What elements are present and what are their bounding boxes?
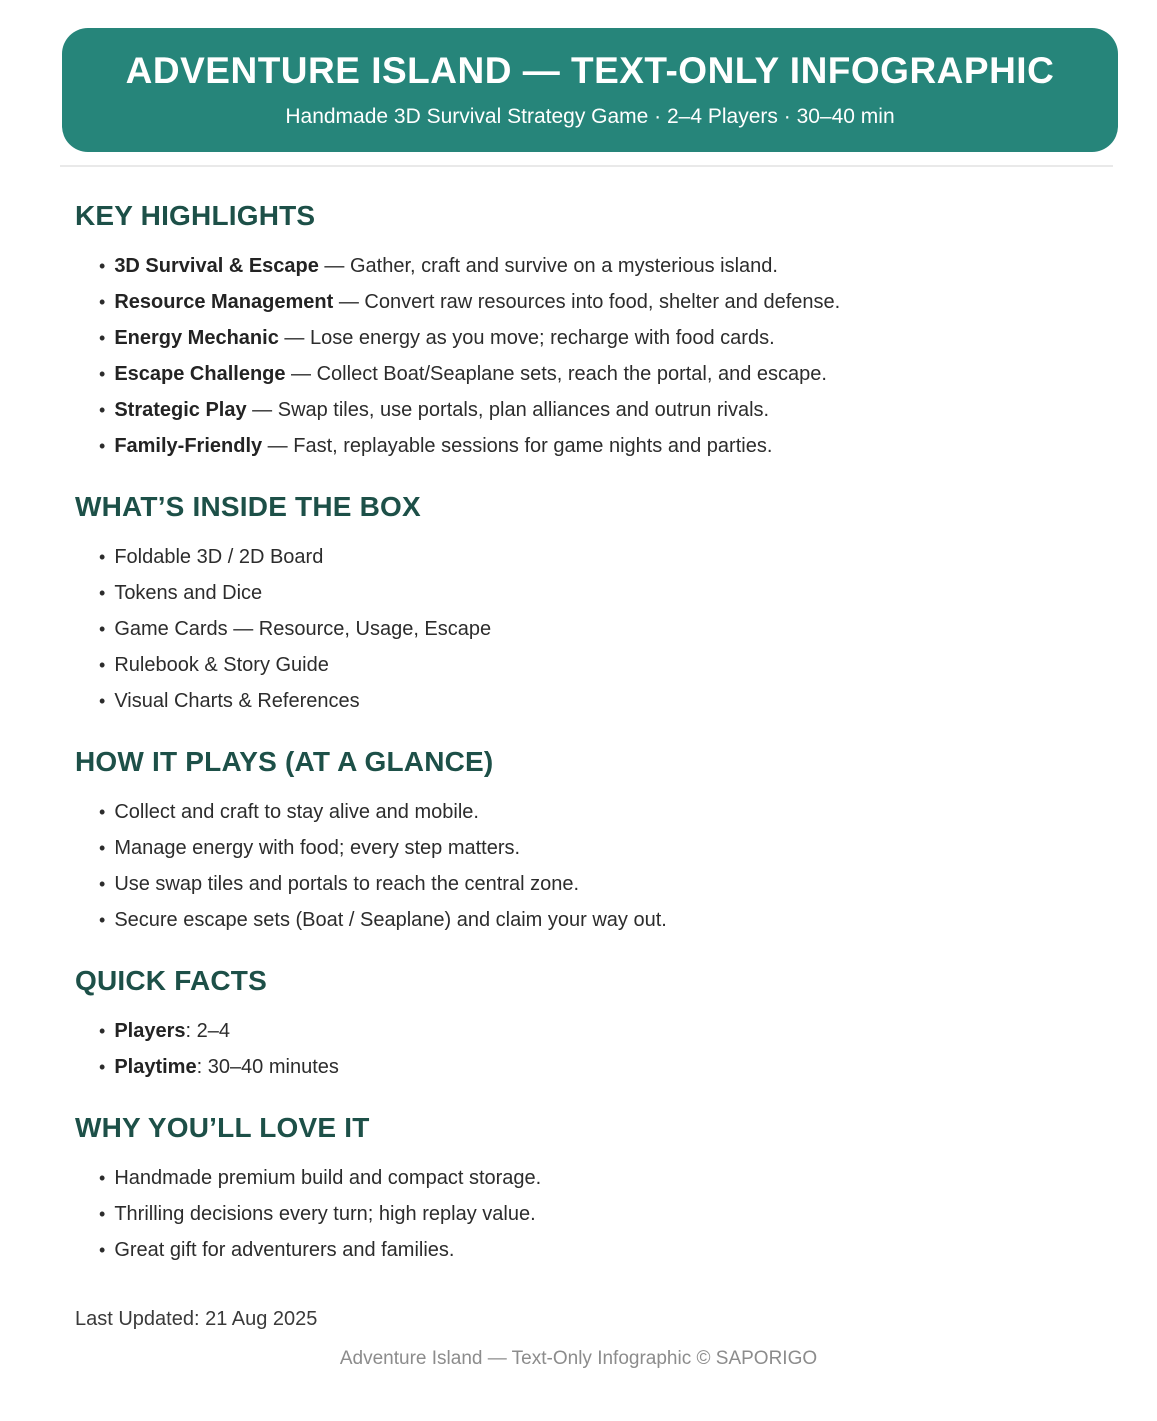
content xyxy=(75,200,1097,1331)
bullet-dot-icon: • xyxy=(99,1204,106,1224)
bullet-item xyxy=(99,618,1097,641)
section xyxy=(75,200,1097,458)
section xyxy=(75,1112,1097,1262)
bullet-dot-icon: • xyxy=(99,583,106,603)
section-heading: KEY HIGHLIGHTS xyxy=(75,200,316,231)
bullet-dot-icon: • xyxy=(99,364,106,384)
bullet-dot-icon: • xyxy=(99,874,106,894)
bullet-dot-icon: • xyxy=(99,256,106,276)
bullet-item xyxy=(99,399,1097,422)
bullet-item xyxy=(99,801,1097,824)
bullet-dot-icon: • xyxy=(99,1168,106,1188)
bullet-lead: Players xyxy=(114,1020,186,1042)
bullet-item xyxy=(99,255,1097,278)
bullet-text: Handmade premium build and compact storage. xyxy=(114,1167,542,1189)
bullet-item xyxy=(99,690,1097,713)
bullet-lead: 3D Survival & Escape xyxy=(114,255,319,277)
bullet-text: Tokens and Dice xyxy=(114,582,263,604)
bullet-text: Great gift for adventurers and families. xyxy=(114,1239,455,1261)
bullet-text: : 2–4 xyxy=(185,1020,230,1042)
bullet-lead: Strategic Play xyxy=(114,399,247,421)
bullet-text: — Swap tiles, use portals, plan alliances and outrun rivals. xyxy=(246,399,770,421)
section xyxy=(75,491,1097,713)
bullet-lead: Playtime xyxy=(114,1056,197,1078)
bullet-dot-icon: • xyxy=(99,838,106,858)
bullet-lead: Family-Friendly xyxy=(114,435,263,457)
section-heading: WHY YOU’LL LOVE IT xyxy=(75,1112,370,1143)
bullet-dot-icon: • xyxy=(99,547,106,567)
bullet-item xyxy=(99,654,1097,677)
last-updated: Last Updated: 21 Aug 2025 xyxy=(75,1308,318,1330)
bullet-item xyxy=(99,1020,1097,1043)
bullet-text: Collect and craft to stay alive and mobile. xyxy=(114,801,479,823)
bullet-dot-icon: • xyxy=(99,1240,106,1260)
bullet-item xyxy=(99,837,1097,860)
bullet-text: Game Cards — Resource, Usage, Escape xyxy=(114,618,492,640)
bullet-item xyxy=(99,873,1097,896)
section xyxy=(75,965,1097,1079)
page-subtitle: Handmade 3D Survival Strategy Game · 2–4 Players · 30–40 min xyxy=(285,104,895,128)
bullet-text: — Collect Boat/Seaplane sets, reach the portal, and escape. xyxy=(285,363,827,385)
bullet-lead: Energy Mechanic xyxy=(114,327,279,349)
bullet-item xyxy=(99,1056,1097,1079)
bullet-dot-icon: • xyxy=(99,292,106,312)
bullet-text: : 30–40 minutes xyxy=(196,1056,339,1078)
header-banner xyxy=(62,28,1118,152)
bullet-list xyxy=(75,801,1097,932)
bullet-dot-icon: • xyxy=(99,691,106,711)
bullet-dot-icon: • xyxy=(99,1021,106,1041)
bullet-dot-icon: • xyxy=(99,655,106,675)
bullet-text: Visual Charts & References xyxy=(114,690,360,712)
bullet-lead: Resource Management xyxy=(114,291,334,313)
bullet-list xyxy=(75,1020,1097,1079)
section-heading: HOW IT PLAYS (AT A GLANCE) xyxy=(75,746,494,777)
header-divider xyxy=(60,165,1113,167)
bullet-dot-icon: • xyxy=(99,400,106,420)
bullet-text: Secure escape sets (Boat / Seaplane) and claim your way out. xyxy=(114,909,667,931)
section xyxy=(75,746,1097,932)
bullet-list xyxy=(75,255,1097,458)
bullet-item xyxy=(99,1203,1097,1226)
section-heading: QUICK FACTS xyxy=(75,965,267,996)
bullet-lead: Escape Challenge xyxy=(114,363,286,385)
page-title: ADVENTURE ISLAND — TEXT-ONLY INFOGRAPHIC xyxy=(125,50,1055,92)
bullet-text: — Fast, replayable sessions for game nights and parties. xyxy=(262,435,773,457)
bullet-text: — Gather, craft and survive on a mysterious island. xyxy=(318,255,778,277)
bullet-text: Thrilling decisions every turn; high replay value. xyxy=(114,1203,536,1225)
bullet-dot-icon: • xyxy=(99,328,106,348)
bullet-text: — Convert raw resources into food, shelter and defense. xyxy=(333,291,841,313)
bullet-item xyxy=(99,546,1097,569)
bullet-item xyxy=(99,363,1097,386)
bullet-text: — Lose energy as you move; recharge with food cards. xyxy=(278,327,775,349)
bullet-text: Foldable 3D / 2D Board xyxy=(114,546,324,568)
bullet-item xyxy=(99,1167,1097,1190)
bullet-item xyxy=(99,1239,1097,1262)
bullet-item xyxy=(99,291,1097,314)
footer-credit: Adventure Island — Text-Only Infographic © SAPORIGO xyxy=(339,1348,818,1369)
bullet-list xyxy=(75,1167,1097,1262)
bullet-dot-icon: • xyxy=(99,910,106,930)
section-heading: WHAT’S INSIDE THE BOX xyxy=(75,491,421,522)
bullet-item xyxy=(99,909,1097,932)
bullet-dot-icon: • xyxy=(99,619,106,639)
bullet-item xyxy=(99,582,1097,605)
bullet-dot-icon: • xyxy=(99,802,106,822)
bullet-dot-icon: • xyxy=(99,436,106,456)
bullet-item xyxy=(99,435,1097,458)
bullet-text: Use swap tiles and portals to reach the central zone. xyxy=(114,873,580,895)
bullet-list xyxy=(75,546,1097,713)
bullet-dot-icon: • xyxy=(99,1057,106,1077)
bullet-text: Manage energy with food; every step matters. xyxy=(114,837,521,859)
bullet-item xyxy=(99,327,1097,350)
bullet-text: Rulebook & Story Guide xyxy=(114,654,329,676)
